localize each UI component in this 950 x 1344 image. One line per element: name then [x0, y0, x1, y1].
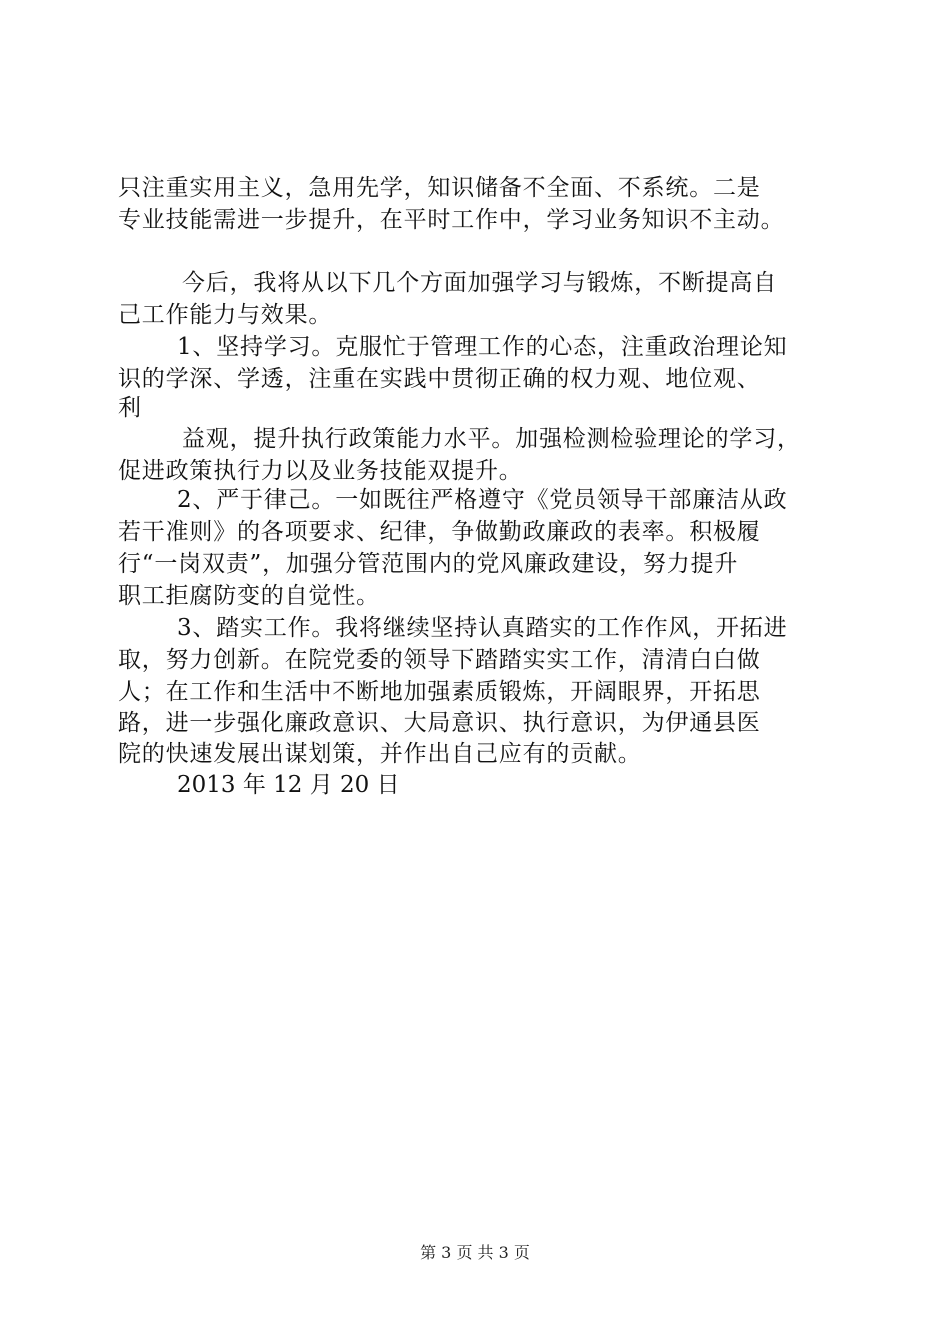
text-line: 利: [118, 395, 142, 421]
text-line: 1、坚持学习。克服忙于管理工作的心态，注重政治理论知: [177, 334, 788, 360]
text-line: 取，努力创新。在院党委的领导下踏踏实实工作，清清白白做: [118, 647, 761, 673]
text-line: 益观，提升执行政策能力水平。加强检测检验理论的学习，: [182, 426, 801, 452]
page-footer: 第 3 页 共 3 页: [420, 1243, 530, 1262]
text-line: 识的学深、学透，注重在实践中贯彻正确的权力观、地位观、: [118, 366, 761, 392]
text-line: 若干准则》的各项要求、纪律，争做勤政廉政的表率。积极履: [118, 519, 761, 545]
text-line: 院的快速发展出谋划策，并作出自己应有的贡献。: [118, 741, 642, 767]
text-line: 路，进一步强化廉政意识、大局意识、执行意识，为伊通县医: [118, 710, 761, 736]
text-line: 2、严于律己。一如既往严格遵守《党员领导干部廉洁从政: [177, 487, 788, 513]
text-line: 行“一岗双责”，加强分管范围内的党风廉政建设，努力提升: [118, 551, 739, 577]
text-line: 人；在工作和生活中不断地加强素质锻炼，开阔眼界，开拓思: [118, 679, 761, 705]
text-line: 促进政策执行力以及业务技能双提升。: [118, 458, 523, 484]
text-line: 只注重实用主义，急用先学，知识储备不全面、不系统。二是: [118, 175, 761, 201]
text-line: 己工作能力与效果。: [118, 302, 333, 328]
text-line: 专业技能需进一步提升，在平时工作中，学习业务知识不主动。: [118, 207, 785, 233]
text-line: 职工拒腐防变的自觉性。: [118, 583, 380, 609]
date-line: 2013 年 12 月 20 日: [177, 772, 400, 798]
text-line: 3、踏实工作。我将继续坚持认真踏实的工作作风，开拓进: [177, 615, 788, 641]
text-line: 今后，我将从以下几个方面加强学习与锻炼，不断提高自: [182, 270, 777, 296]
